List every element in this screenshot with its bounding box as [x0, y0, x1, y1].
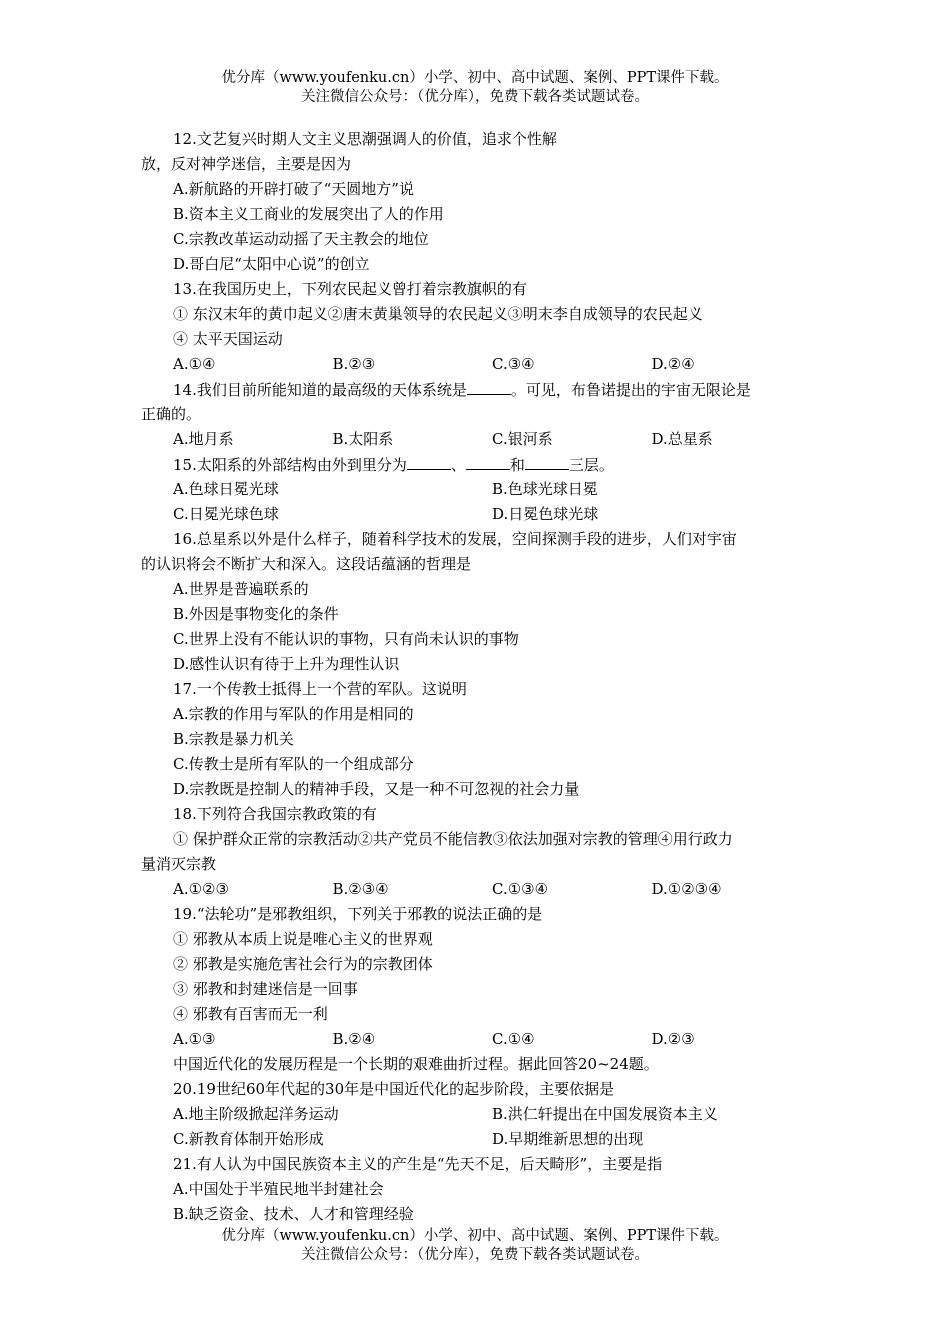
header-line-1: 优分库（www.youfenku.cn）小学、初中、高中试题、案例、PPT课件下载。: [221, 70, 729, 86]
q15-blank-1: [407, 452, 451, 470]
q13-option-c: C.③④: [492, 355, 535, 373]
q14-option-a: A.地月系: [173, 430, 234, 448]
q19-option-b: B.②④: [332, 1030, 376, 1048]
q14-option-b: B.太阳系: [332, 430, 394, 448]
q17-option-b: B.宗教是暴力机关: [173, 730, 294, 748]
q16-stem: 16.总星系以外是什么样子，随着科学技术的发展，空间探测手段的进步，人们对宇宙: [173, 530, 737, 548]
q19-option-d: D.②③: [651, 1030, 695, 1048]
q16-stem-cont: 的认识将会不断扩大和深入。这段话蕴涵的哲理是: [141, 555, 472, 573]
q19-options: [141, 1027, 811, 1052]
page-header: [0, 69, 950, 107]
q15-sep-1: 、: [450, 456, 466, 474]
q14-stem-pre: 14.我们目前所能知道的最高级的天体系统是: [173, 381, 467, 399]
q18-stem: 18.下列符合我国宗教政策的有: [173, 805, 377, 823]
q15-sep-2: 和: [509, 456, 525, 474]
q14-stem-cont: 正确的。: [141, 405, 202, 423]
q15-blank-2: [466, 452, 510, 470]
q18-option-c: C.①③④: [492, 880, 549, 898]
q19-option-c: C.①④: [492, 1030, 535, 1048]
q20-option-d: D.早期维新思想的出现: [492, 1130, 644, 1148]
q15-option-b: B.色球光球日冕: [492, 480, 598, 498]
q18-items: ① 保护群众正常的宗教活动②共产党员不能信教③依法加强对宗教的管理④用行政力: [173, 830, 733, 848]
q16-option-d: D.感性认识有待于上升为理性认识: [173, 655, 400, 673]
q12-option-a: A.新航路的开辟打破了“天圆地方”说: [173, 180, 414, 198]
q14-stem: [141, 377, 811, 402]
q13-stem: 13.在我国历史上，下列农民起义曾打着宗教旗帜的有: [173, 280, 527, 298]
q21-option-b: B.缺乏资金、技术、人才和管理经验: [173, 1205, 414, 1223]
q14-option-d: D.总星系: [651, 430, 713, 448]
q13-items-cont: ④ 太平天国运动: [173, 330, 283, 348]
q18-option-a: A.①②③: [173, 880, 229, 898]
q20-options-row-2: [141, 1127, 811, 1152]
q13-items: ① 东汉末年的黄巾起义②唐末黄巢领导的农民起义③明末李自成领导的农民起义: [173, 305, 703, 323]
q13-option-a: A.①④: [173, 355, 216, 373]
q18-items-cont: 量消灭宗教: [141, 855, 217, 873]
q12-option-c: C.宗教改革运动动摇了天主教会的地位: [173, 230, 429, 248]
q13-option-d: D.②④: [651, 355, 695, 373]
q15-option-a: A.色球日冕光球: [173, 480, 279, 498]
q19-item-2: ② 邪教是实施危害社会行为的宗教团体: [173, 955, 433, 973]
q18-option-d: D.①②③④: [651, 880, 722, 898]
q20-stem: 20.19世纪60年代起的30年是中国近代化的起步阶段，主要依据是: [173, 1080, 615, 1098]
q15-blank-3: [525, 452, 569, 470]
exam-content: [141, 127, 811, 1227]
page-footer: [0, 1227, 950, 1265]
q13-option-b: B.②③: [332, 355, 376, 373]
q16-option-a: A.世界是普遍联系的: [173, 580, 309, 598]
q15-options-row-2: [141, 502, 811, 527]
q20-option-a: A.地主阶级掀起洋务运动: [173, 1105, 339, 1123]
q21-stem: 21.有人认为中国民族资本主义的产生是“先天不足，后天畸形”，主要是指: [173, 1155, 663, 1173]
q15-options-row-1: [141, 477, 811, 502]
q16-option-b: B.外因是事物变化的条件: [173, 605, 339, 623]
q17-option-c: C.传教士是所有军队的一个组成部分: [173, 755, 414, 773]
section-intro: 中国近代化的发展历程是一个长期的艰难曲折过程。据此回答20~24题。: [173, 1055, 659, 1073]
q21-option-a: A.中国处于半殖民地半封建社会: [173, 1180, 384, 1198]
q19-stem: 19.“法轮功”是邪教组织，下列关于邪教的说法正确的是: [173, 905, 543, 923]
q18-option-b: B.②③④: [332, 880, 389, 898]
footer-line-2: 关注微信公众号：（优分库），免费下载各类试题试卷。: [301, 1247, 649, 1263]
header-line-2: 关注微信公众号：（优分库），免费下载各类试题试卷。: [301, 89, 649, 105]
q15-option-d: D.日冕色球光球: [492, 505, 599, 523]
q14-blank: [467, 377, 511, 395]
q17-option-d: D.宗教既是控制人的精神手段，又是一种不可忽视的社会力量: [173, 780, 580, 798]
q15-option-c: C.日冕光球色球: [173, 505, 279, 523]
q12-option-b: B.资本主义工商业的发展突出了人的作用: [173, 205, 444, 223]
footer-line-1: 优分库（www.youfenku.cn）小学、初中、高中试题、案例、PPT课件下载。: [221, 1228, 729, 1244]
q20-option-c: C.新教育体制开始形成: [173, 1130, 324, 1148]
q19-item-4: ④ 邪教有百害而无一利: [173, 1005, 328, 1023]
q12-stem-cont: 放，反对神学迷信，主要是因为: [141, 155, 352, 173]
q19-option-a: A.①③: [173, 1030, 216, 1048]
q15-stem-post: 三层。: [568, 456, 614, 474]
q19-item-3: ③ 邪教和封建迷信是一回事: [173, 980, 358, 998]
q17-stem: 17.一个传教士抵得上一个营的军队。这说明: [173, 680, 467, 698]
q14-stem-post: 。可见，布鲁诺提出的宇宙无限论是: [510, 381, 751, 399]
q15-stem-pre: 15.太阳系的外部结构由外到里分为: [173, 456, 407, 474]
q19-item-1: ① 邪教从本质上说是唯心主义的世界观: [173, 930, 433, 948]
q20-options-row-1: [141, 1102, 811, 1127]
q12-option-d: D.哥白尼“太阳中心说”的创立: [173, 255, 370, 273]
q14-options: [141, 427, 811, 452]
q15-stem: [141, 452, 811, 477]
q16-option-c: C.世界上没有不能认识的事物，只有尚未认识的事物: [173, 630, 519, 648]
q17-option-a: A.宗教的作用与军队的作用是相同的: [173, 705, 414, 723]
q13-options: [141, 352, 811, 377]
q18-options: [141, 877, 811, 902]
q12-stem: 12.文艺复兴时期人文主义思潮强调人的价值，追求个性解: [173, 130, 557, 148]
q14-option-c: C.银河系: [492, 430, 553, 448]
q20-option-b: B.洪仁轩提出在中国发展资本主义: [492, 1105, 718, 1123]
